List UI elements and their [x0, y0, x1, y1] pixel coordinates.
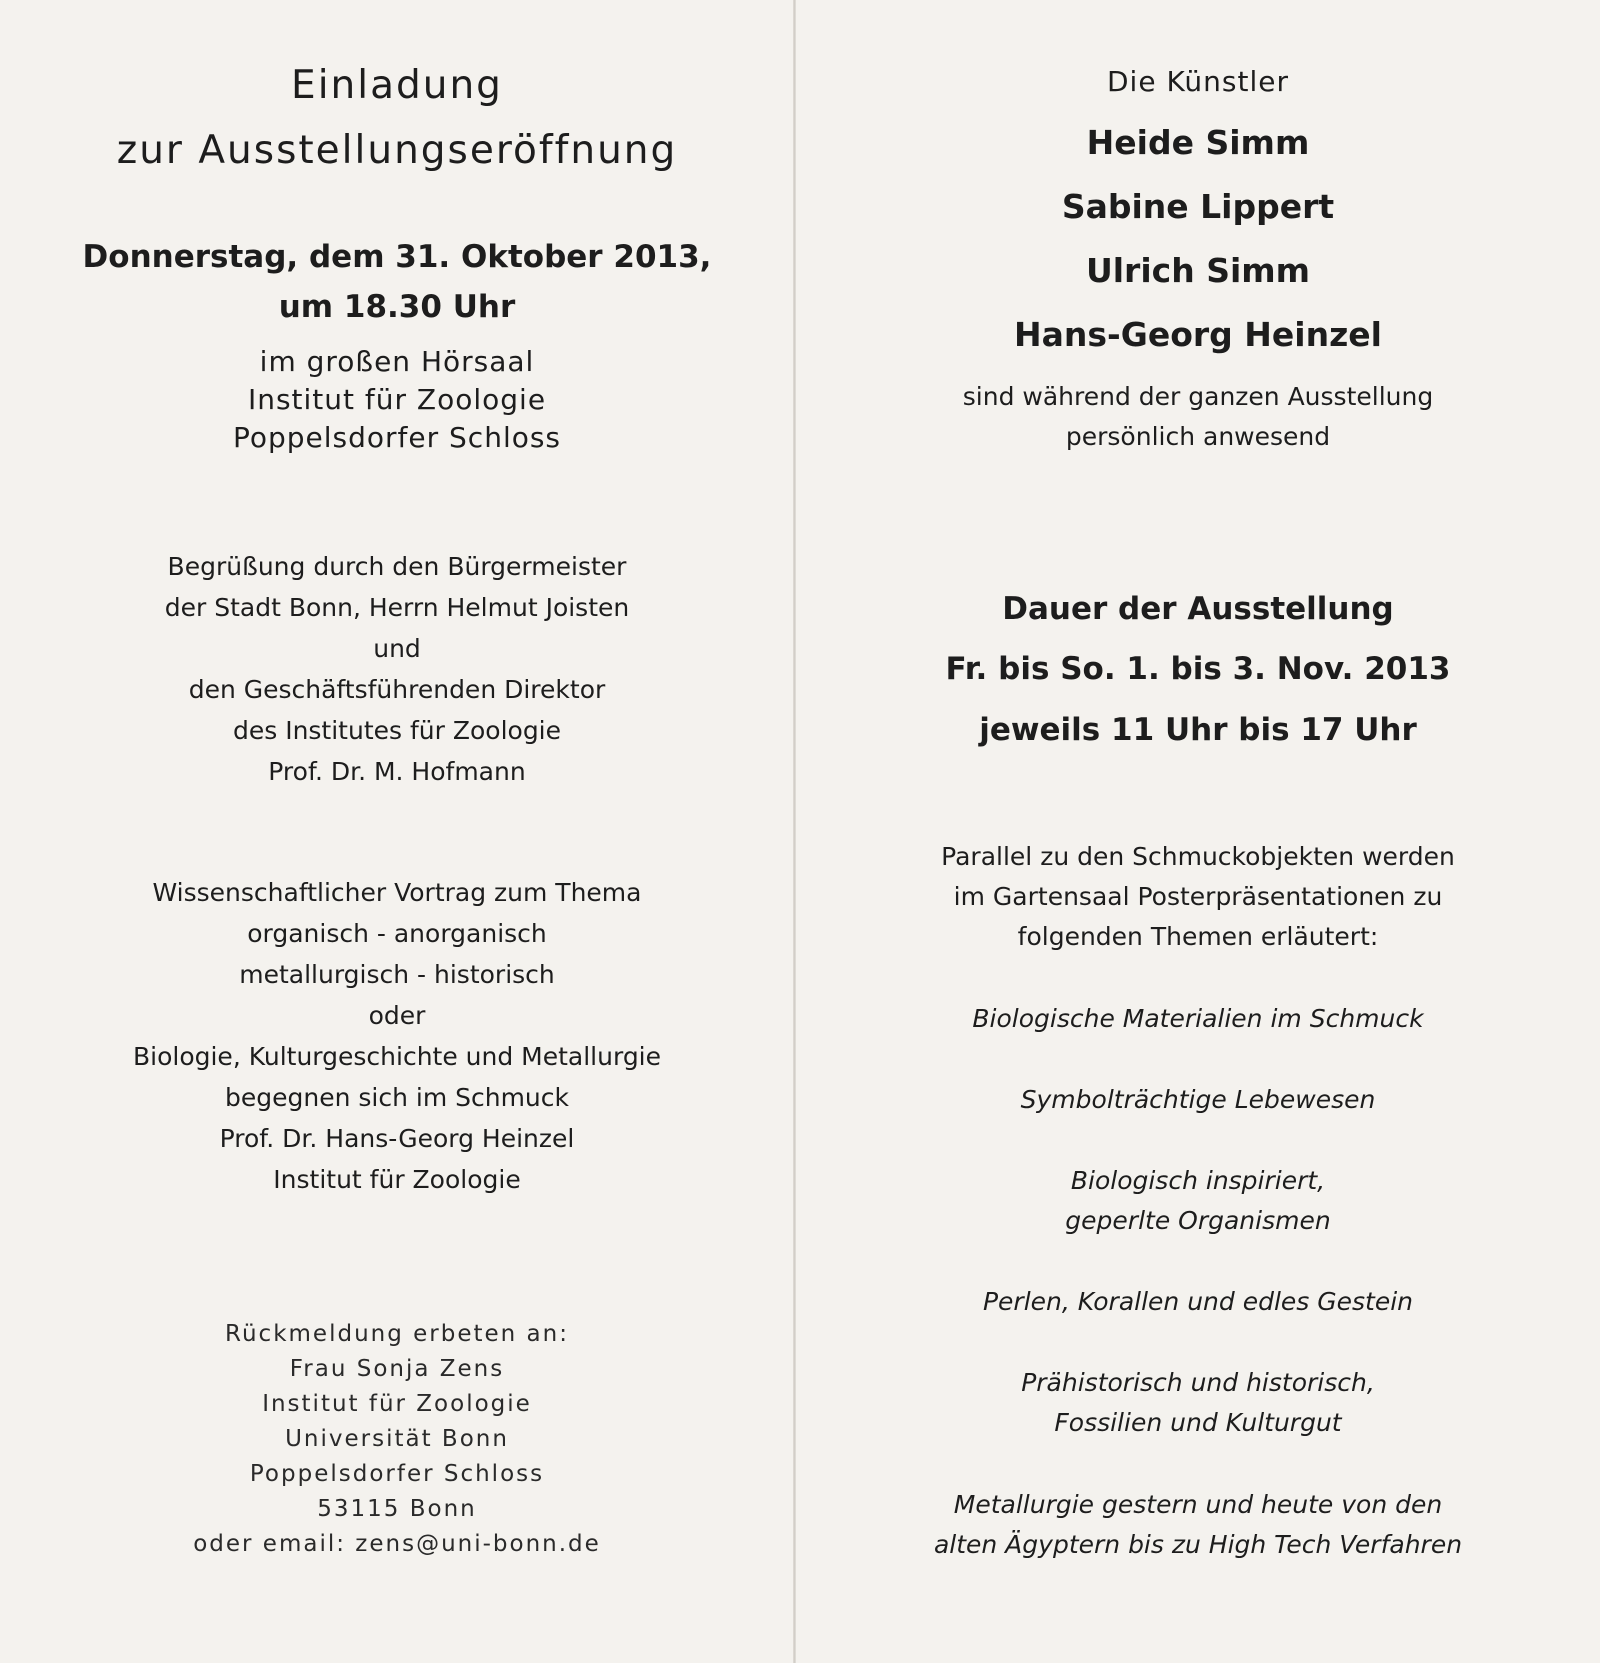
lecture-line: metallurgisch - historisch: [239, 960, 555, 989]
topic-line: Biologische Materialien im Schmuck: [972, 1004, 1424, 1033]
rsvp-line: Universität Bonn: [285, 1426, 509, 1452]
venue-room: im großen Hörsaal: [259, 345, 535, 378]
duration-hours: jeweils 11 Uhr bis 17 Uhr: [979, 712, 1417, 748]
lecture-line: organisch - anorganisch: [247, 919, 547, 948]
topic-line: Symbolträchtige Lebewesen: [1020, 1085, 1376, 1114]
parallel-line: im Gartensaal Posterpräsentationen zu: [953, 882, 1443, 911]
presence-line: sind während der ganzen Ausstellung: [962, 382, 1434, 411]
topic-line: Prähistorisch und historisch,: [1021, 1368, 1375, 1397]
rsvp-line: 53115 Bonn: [317, 1496, 477, 1522]
topic-line: Fossilien und Kulturgut: [1054, 1408, 1342, 1437]
artist-name: Ulrich Simm: [1085, 251, 1311, 290]
greeting-line: der Stadt Bonn, Herrn Helmut Joisten: [164, 593, 630, 622]
topic-line: Metallurgie gestern und heute von den: [953, 1490, 1443, 1519]
lecture-line: Institut für Zoologie: [273, 1165, 521, 1194]
topic-line: Perlen, Korallen und edles Gestein: [982, 1287, 1414, 1316]
greeting-line: den Geschäftsführenden Direktor: [188, 675, 606, 704]
topic-line: alten Ägyptern bis zu High Tech Verfahren: [933, 1530, 1463, 1559]
artists-label: Die Künstler: [1106, 65, 1289, 98]
rsvp-email-line: oder email: zens@uni-bonn.de: [193, 1531, 601, 1557]
right-panel: [796, 0, 1600, 1663]
artist-name: Heide Simm: [1086, 123, 1310, 162]
venue-building: Poppelsdorfer Schloss: [232, 421, 562, 454]
rsvp-line: Frau Sonja Zens: [289, 1356, 505, 1382]
parallel-line: Parallel zu den Schmuckobjekten werden: [941, 842, 1455, 871]
artist-name: Sabine Lippert: [1061, 187, 1335, 226]
greeting-line: und: [373, 634, 421, 663]
greeting-line: Prof. Dr. M. Hofmann: [268, 757, 526, 786]
duration-heading: Dauer der Ausstellung: [1002, 591, 1394, 627]
rsvp-line: Poppelsdorfer Schloss: [249, 1461, 545, 1487]
greeting-line: Begrüßung durch den Bürgermeister: [167, 552, 627, 581]
rsvp-line: Institut für Zoologie: [262, 1391, 532, 1417]
topic-line: Biologisch inspiriert,: [1070, 1166, 1326, 1195]
lecture-line: Wissenschaftlicher Vortrag zum Thema: [152, 878, 642, 907]
rsvp-line: Rückmeldung erbeten an:: [225, 1321, 569, 1347]
lecture-line: oder: [368, 1001, 426, 1030]
venue-institute: Institut für Zoologie: [247, 383, 547, 416]
lecture-line: Prof. Dr. Hans-Georg Heinzel: [219, 1124, 575, 1153]
greeting-line: des Institutes für Zoologie: [232, 716, 562, 745]
lecture-line: Biologie, Kulturgeschichte und Metallurgie: [132, 1042, 662, 1071]
invitation-title-line-1: Einladung: [291, 63, 503, 108]
artist-name: Hans-Georg Heinzel: [1014, 315, 1382, 354]
duration-dates: Fr. bis So. 1. bis 3. Nov. 2013: [945, 651, 1451, 687]
left-panel: [0, 0, 794, 1663]
event-time: um 18.30 Uhr: [278, 289, 516, 325]
lecture-line: begegnen sich im Schmuck: [224, 1083, 570, 1112]
parallel-line: folgenden Themen erläutert:: [1017, 922, 1379, 951]
presence-line: persönlich anwesend: [1065, 422, 1331, 451]
invitation-title-line-2: zur Ausstellungseröffnung: [116, 128, 678, 173]
event-date: Donnerstag, dem 31. Oktober 2013,: [82, 239, 712, 275]
topic-line: geperlte Organismen: [1065, 1206, 1331, 1235]
